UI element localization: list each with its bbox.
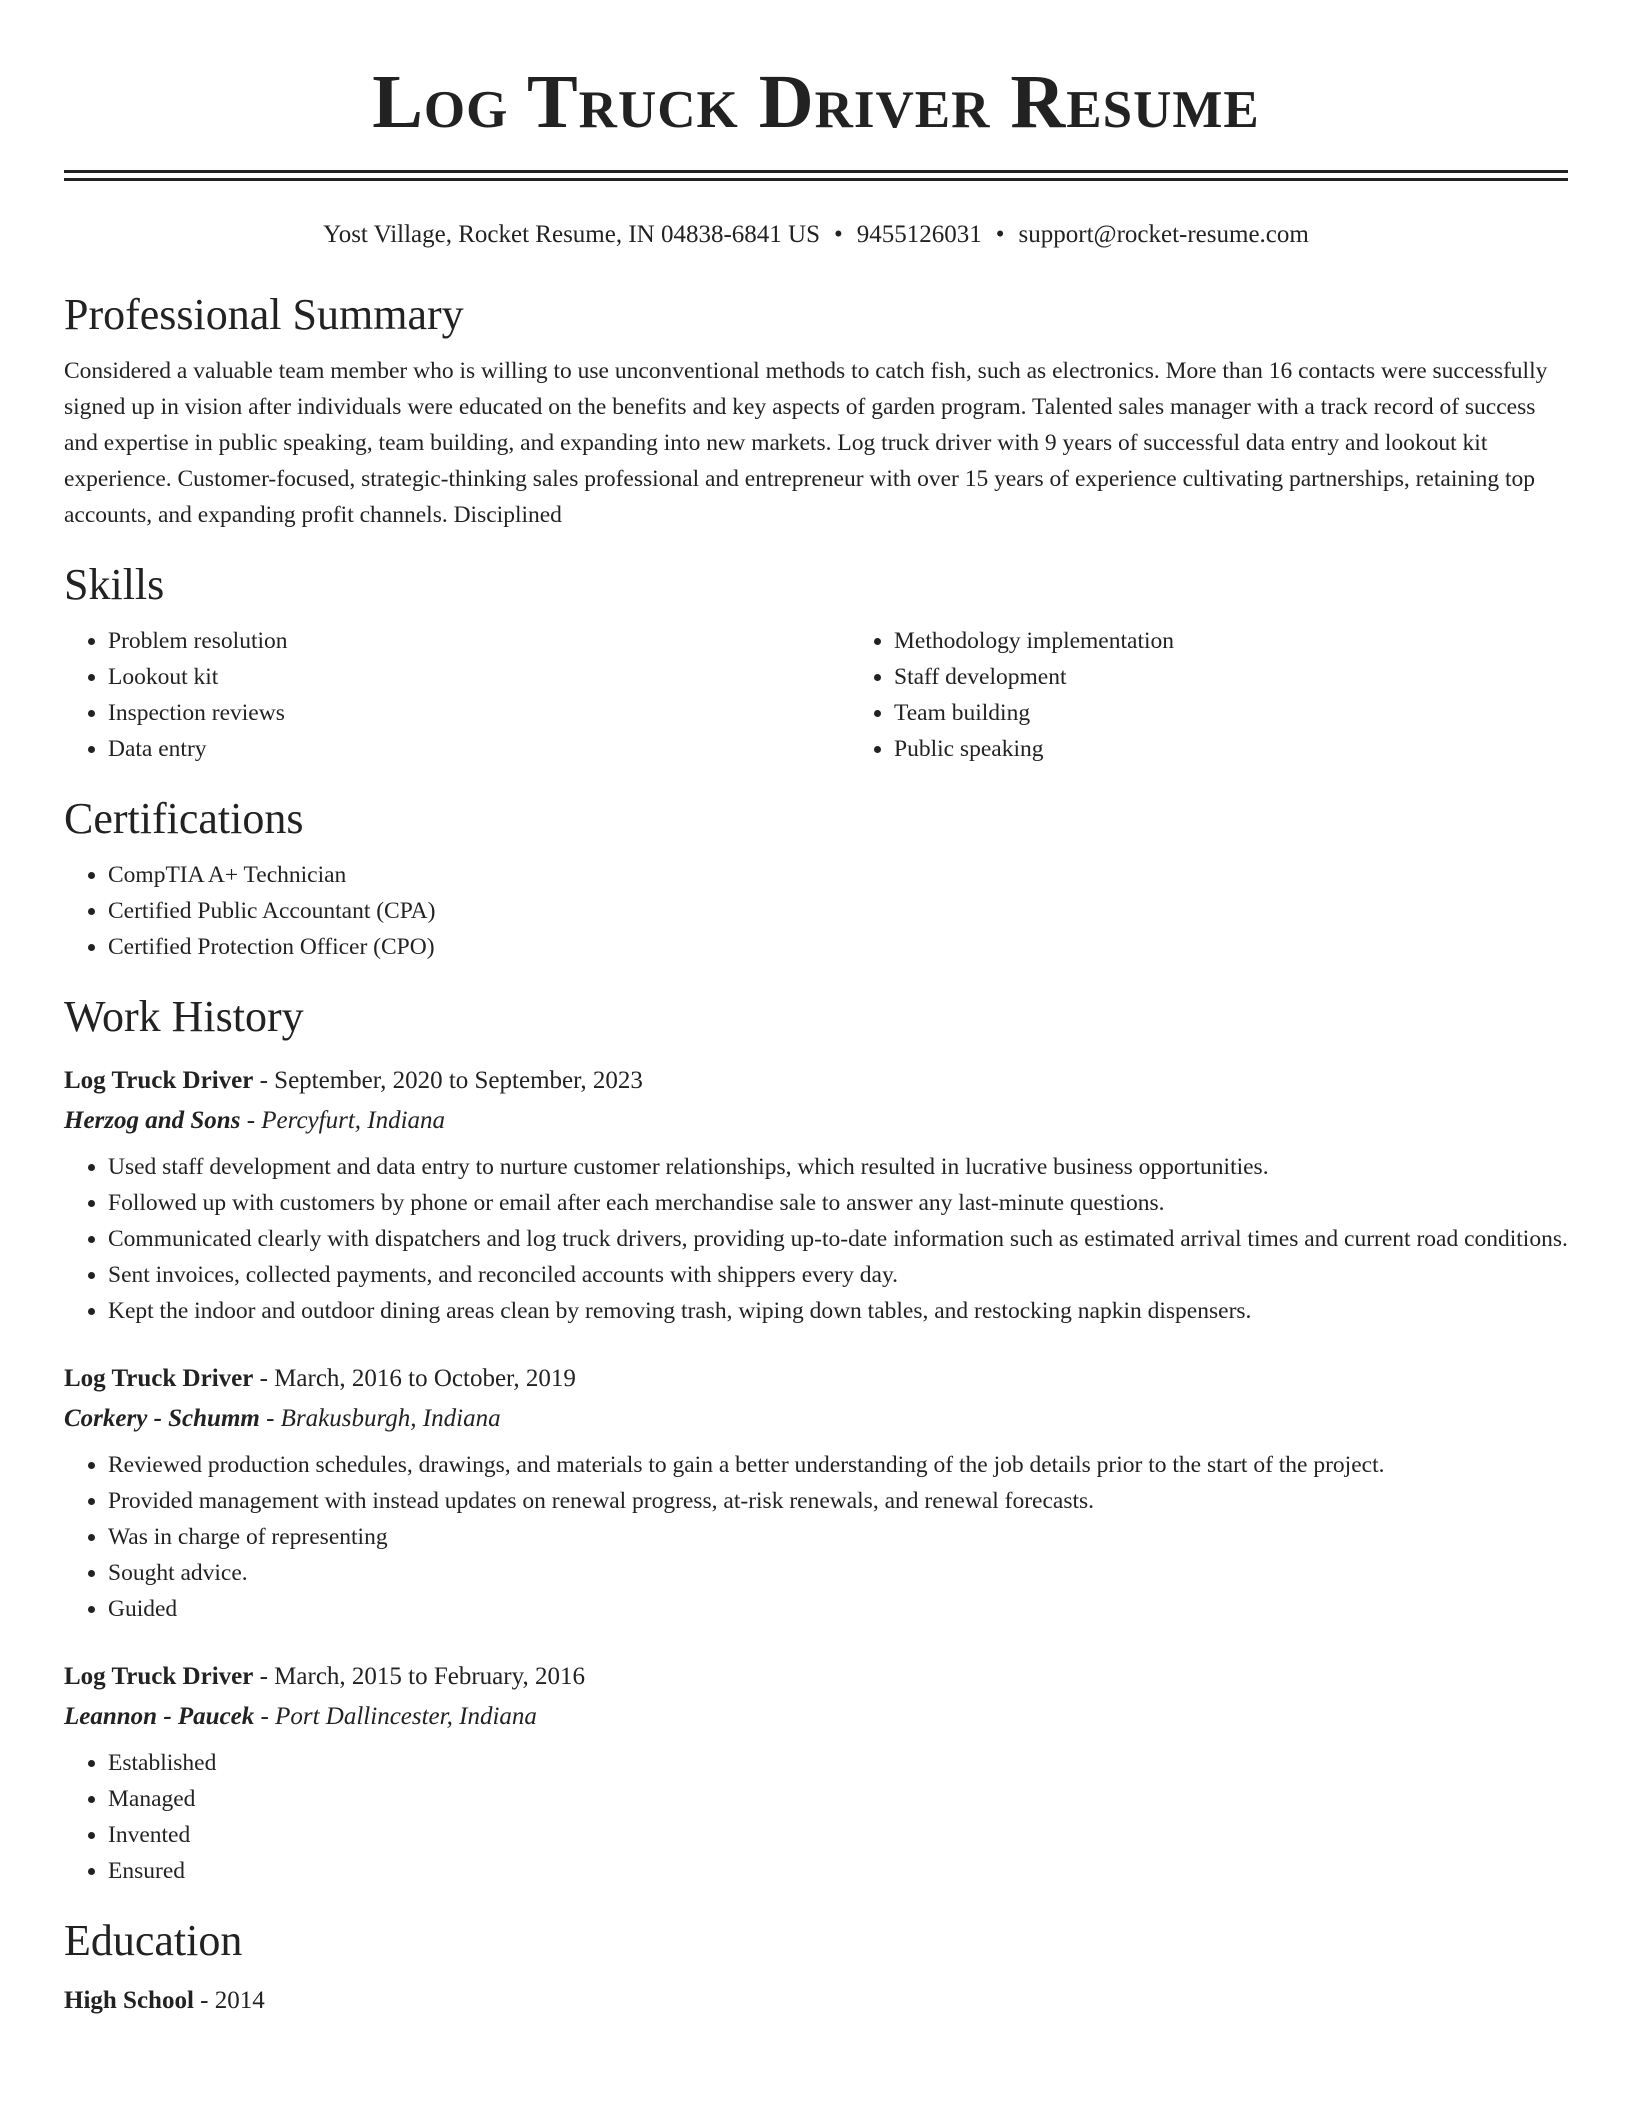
job-bullet: • Ensured <box>108 1853 1568 1889</box>
certification-item: • Certified Public Accountant (CPA) <box>108 893 1568 929</box>
job-company-line <box>64 1697 1568 1737</box>
job-company: Herzog and Sons <box>64 1107 241 1134</box>
job-bullets <box>64 1149 1568 1329</box>
job-dates: - September, 2020 to September, 2023 <box>253 1067 643 1094</box>
job-bullet: • Provided management with instead updates on renewal progress, at-risk renewals, and renewal forecasts. <box>108 1483 1568 1519</box>
skill-item: • Lookout kit <box>108 659 850 695</box>
contact-email: support@rocket-resume.com <box>1018 221 1309 248</box>
job-bullet: • Invented <box>108 1817 1568 1853</box>
education-heading: Education <box>64 1916 243 1965</box>
job-bullet: • Reviewed production schedules, drawings, and materials to gain a better understanding of the job details prior to the start of the project. <box>108 1447 1568 1483</box>
contact-address: Yost Village, Rocket Resume, IN 04838-6841 US <box>323 221 821 248</box>
job-company: Leannon - Paucek <box>64 1703 255 1730</box>
job-company: Corkery - Schumm <box>64 1405 260 1432</box>
job-bullet: • Guided <box>108 1591 1568 1627</box>
contact-phone: 9455126031 <box>856 221 982 248</box>
skills-heading: Skills <box>64 560 165 609</box>
skill-item: • Methodology implementation <box>894 623 1632 659</box>
job-bullets <box>64 1447 1568 1627</box>
skill-item: • Inspection reviews <box>108 695 850 731</box>
job-title-line <box>64 1061 1568 1101</box>
job-title-line <box>64 1657 1568 1697</box>
job-location: - Port Dallincester, Indiana <box>254 1703 537 1730</box>
contact-separator: • <box>834 221 843 248</box>
education-line <box>64 1981 1568 2021</box>
job-entry <box>64 1359 1568 1627</box>
job-bullet: • Communicated clearly with dispatchers and log truck drivers, providing up-to-date information such as estimated arrival times and current road conditions. <box>108 1221 1568 1257</box>
skill-item: • Data entry <box>108 731 850 767</box>
job-bullet: • Used staff development and data entry to nurture customer relationships, which resulted in lucrative business opportunities. <box>108 1149 1568 1185</box>
summary-heading: Professional Summary <box>64 290 464 339</box>
skill-item: • Team building <box>894 695 1632 731</box>
summary-text: Considered a valuable team member who is willing to use unconventional methods to catch fish, such as electronics. More than 16 contacts were successfully signed up in vision after individuals were educated on the benefits and key aspects of garden program. Talented sales manager with a track record of success and expertise in public speaking, team building, and expanding into new markets. Log truck driver with 9 years of successful data entry and lookout kit experience. Customer-focused, strategic-thinking sales professional and entrepreneur with over 15 years of experience cultivating partnerships, retaining top accounts, and expanding profit channels. Disciplined <box>64 358 1548 528</box>
job-bullets <box>64 1745 1568 1889</box>
job-company-line <box>64 1101 1568 1141</box>
skill-item: • Staff development <box>894 659 1632 695</box>
job-title-line <box>64 1359 1568 1399</box>
job-company-line <box>64 1399 1568 1439</box>
job-location: - Percyfurt, Indiana <box>240 1107 446 1134</box>
job-bullet: • Managed <box>108 1781 1568 1817</box>
job-bullet: • Kept the indoor and outdoor dining areas clean by removing trash, wiping down tables, and restocking napkin dispensers. <box>108 1293 1568 1329</box>
job-bullet: • Followed up with customers by phone or email after each merchandise sale to answer any last-minute questions. <box>108 1185 1568 1221</box>
job-title: Log Truck Driver <box>64 1663 254 1690</box>
job-dates: - March, 2015 to February, 2016 <box>253 1663 585 1690</box>
job-bullet: • Was in charge of representing <box>108 1519 1568 1555</box>
contact-line <box>64 219 1568 251</box>
resume-title: Log Truck Driver Resume <box>372 60 1260 144</box>
skills-columns <box>64 623 1568 767</box>
job-entry <box>64 1061 1568 1329</box>
job-bullet: • Established <box>108 1745 1568 1781</box>
job-title: Log Truck Driver <box>64 1067 254 1094</box>
job-entry <box>64 1657 1568 1889</box>
job-title: Log Truck Driver <box>64 1365 254 1392</box>
contact-separator: • <box>995 221 1005 248</box>
skill-item: • Problem resolution <box>108 623 850 659</box>
certification-item: • Certified Protection Officer (CPO) <box>108 929 1568 965</box>
education-degree: High School <box>64 1987 194 2014</box>
job-location: - Brakusburgh, Indiana <box>259 1405 501 1432</box>
job-bullet: • Sent invoices, collected payments, and reconciled accounts with shippers every day. <box>108 1257 1568 1293</box>
certifications-heading: Certifications <box>64 794 304 843</box>
job-bullet: • Sought advice. <box>108 1555 1568 1591</box>
certifications-list <box>64 857 1568 965</box>
skills-list-right <box>850 623 1632 767</box>
title-rule-bottom <box>64 178 1568 181</box>
skills-list-left <box>64 623 850 767</box>
job-dates: - March, 2016 to October, 2019 <box>253 1365 576 1392</box>
skill-item: • Public speaking <box>894 731 1632 767</box>
education-year: - 2014 <box>193 1987 265 2014</box>
certification-item: • CompTIA A+ Technician <box>108 857 1568 893</box>
title-rule-top <box>64 170 1568 173</box>
work-history-heading: Work History <box>64 992 304 1041</box>
